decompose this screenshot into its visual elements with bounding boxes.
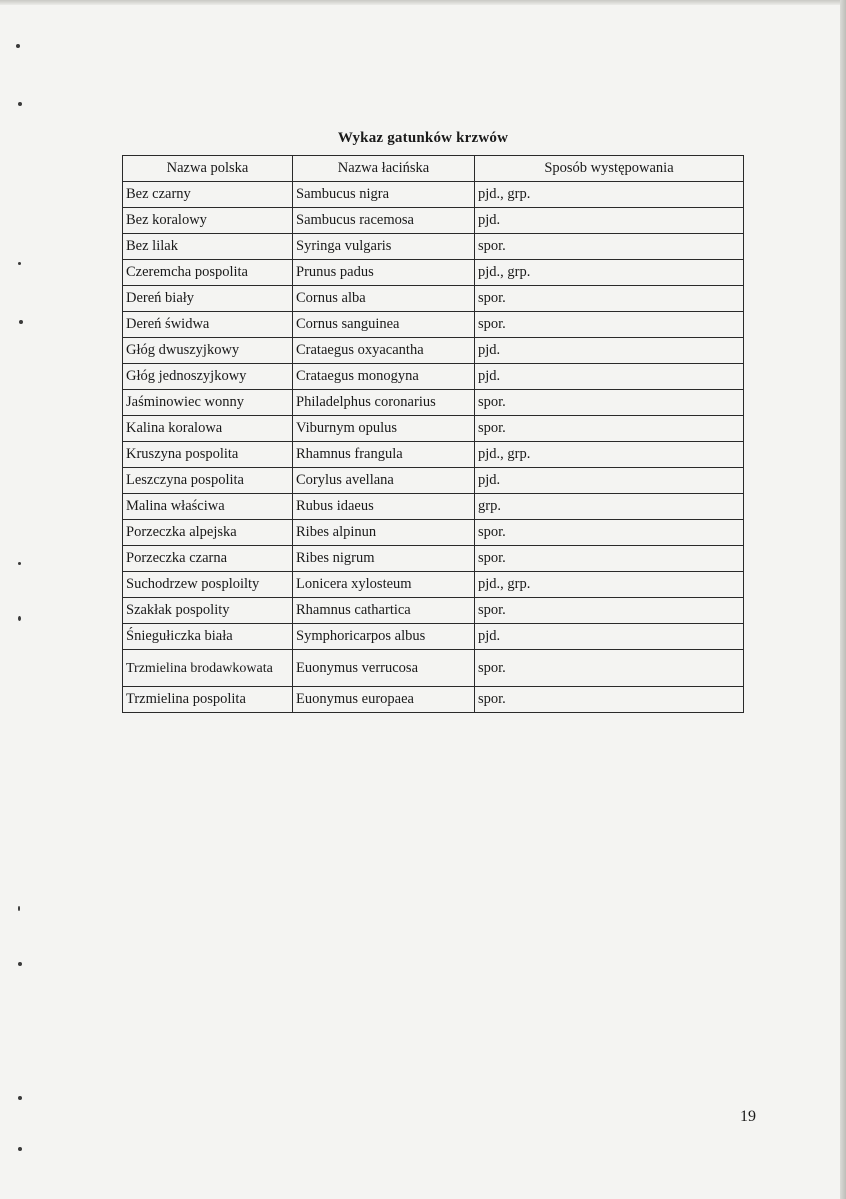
polish-name-cell: Malina właściwa	[123, 494, 293, 520]
occurrence-cell: pjd., grp.	[475, 182, 744, 208]
table-row	[123, 687, 744, 713]
occurrence-cell: spor.	[475, 520, 744, 546]
occurrence-cell: spor.	[475, 687, 744, 713]
scan-speck	[18, 562, 21, 565]
page-edge-right	[840, 0, 846, 1199]
occurrence-cell: spor.	[475, 650, 744, 687]
latin-name-cell: Ribes alpinun	[293, 520, 475, 546]
scan-speck	[18, 1147, 22, 1151]
occurrence-cell: spor.	[475, 598, 744, 624]
occurrence-cell: grp.	[475, 494, 744, 520]
species-table	[122, 155, 744, 713]
table-row	[123, 260, 744, 286]
polish-name-cell: Trzmielina pospolita	[123, 687, 293, 713]
polish-name-cell: Czeremcha pospolita	[123, 260, 293, 286]
polish-name-cell: Bez lilak	[123, 234, 293, 260]
table-row	[123, 442, 744, 468]
scan-speck	[16, 44, 20, 48]
polish-name-cell: Dereń świdwa	[123, 312, 293, 338]
column-header-polish: Nazwa polska	[123, 156, 293, 182]
table-row	[123, 416, 744, 442]
latin-name-cell: Rhamnus frangula	[293, 442, 475, 468]
table-row	[123, 546, 744, 572]
column-header-occurrence: Sposób występowania	[475, 156, 744, 182]
table-row	[123, 286, 744, 312]
table-row	[123, 234, 744, 260]
latin-name-cell: Crataegus monogyna	[293, 364, 475, 390]
scan-speck	[18, 262, 21, 265]
latin-name-cell: Cornus alba	[293, 286, 475, 312]
occurrence-cell: pjd.	[475, 364, 744, 390]
polish-name-cell: Bez koralowy	[123, 208, 293, 234]
latin-name-cell: Ribes nigrum	[293, 546, 475, 572]
occurrence-cell: spor.	[475, 286, 744, 312]
occurrence-cell: spor.	[475, 390, 744, 416]
latin-name-cell: Viburnym opulus	[293, 416, 475, 442]
polish-name-cell: Kruszyna pospolita	[123, 442, 293, 468]
occurrence-cell: spor.	[475, 546, 744, 572]
table-row	[123, 390, 744, 416]
page-number: 19	[740, 1108, 756, 1125]
table-row	[123, 468, 744, 494]
occurrence-cell: pjd.	[475, 468, 744, 494]
polish-name-cell: Bez czarny	[123, 182, 293, 208]
table-row	[123, 364, 744, 390]
polish-name-cell: Głóg jednoszyjkowy	[123, 364, 293, 390]
polish-name-cell: Porzeczka alpejska	[123, 520, 293, 546]
occurrence-cell: spor.	[475, 312, 744, 338]
occurrence-cell: pjd.	[475, 208, 744, 234]
latin-name-cell: Symphoricarpos albus	[293, 624, 475, 650]
table-row	[123, 208, 744, 234]
polish-name-cell: Jaśminowiec wonny	[123, 390, 293, 416]
table-row	[123, 624, 744, 650]
latin-name-cell: Sambucus nigra	[293, 182, 475, 208]
latin-name-cell: Sambucus racemosa	[293, 208, 475, 234]
occurrence-cell: pjd., grp.	[475, 442, 744, 468]
polish-name-cell: Kalina koralowa	[123, 416, 293, 442]
table-header-row	[123, 156, 744, 182]
scan-speck	[18, 906, 20, 911]
occurrence-cell: pjd., grp.	[475, 572, 744, 598]
page-title: Wykaz gatunków krzwów	[337, 130, 509, 146]
table-row	[123, 598, 744, 624]
table-row	[123, 182, 744, 208]
scan-speck	[18, 102, 22, 106]
occurrence-cell: pjd., grp.	[475, 260, 744, 286]
latin-name-cell: Cornus sanguinea	[293, 312, 475, 338]
latin-name-cell: Crataegus oxyacantha	[293, 338, 475, 364]
polish-name-cell: Dereń biały	[123, 286, 293, 312]
occurrence-cell: spor.	[475, 416, 744, 442]
latin-name-cell: Corylus avellana	[293, 468, 475, 494]
polish-name-cell: Suchodrzew posploilty	[123, 572, 293, 598]
latin-name-cell: Rhamnus cathartica	[293, 598, 475, 624]
latin-name-cell: Euonymus europaea	[293, 687, 475, 713]
table-row	[123, 650, 744, 687]
polish-name-cell: Porzeczka czarna	[123, 546, 293, 572]
table-row	[123, 572, 744, 598]
occurrence-cell: pjd.	[475, 338, 744, 364]
occurrence-cell: pjd.	[475, 624, 744, 650]
table-row	[123, 312, 744, 338]
polish-name-cell: Śniegułiczka biała	[123, 624, 293, 650]
polish-name-cell: Głóg dwuszyjkowy	[123, 338, 293, 364]
polish-name-cell: Szakłak pospolity	[123, 598, 293, 624]
latin-name-cell: Euonymus verrucosa	[293, 650, 475, 687]
scan-speck	[18, 616, 21, 621]
polish-name-cell: Leszczyna pospolita	[123, 468, 293, 494]
scan-speck	[18, 962, 22, 966]
scan-speck	[19, 320, 23, 324]
column-header-latin: Nazwa łacińska	[293, 156, 475, 182]
scan-speck	[18, 1096, 22, 1100]
table-row	[123, 494, 744, 520]
latin-name-cell: Syringa vulgaris	[293, 234, 475, 260]
latin-name-cell: Rubus idaeus	[293, 494, 475, 520]
table-row	[123, 520, 744, 546]
latin-name-cell: Lonicera xylosteum	[293, 572, 475, 598]
polish-name-cell: Trzmielina brodawkowata	[123, 650, 293, 687]
page-edge-top	[0, 0, 846, 5]
latin-name-cell: Philadelphus coronarius	[293, 390, 475, 416]
latin-name-cell: Prunus padus	[293, 260, 475, 286]
table-row	[123, 338, 744, 364]
occurrence-cell: spor.	[475, 234, 744, 260]
